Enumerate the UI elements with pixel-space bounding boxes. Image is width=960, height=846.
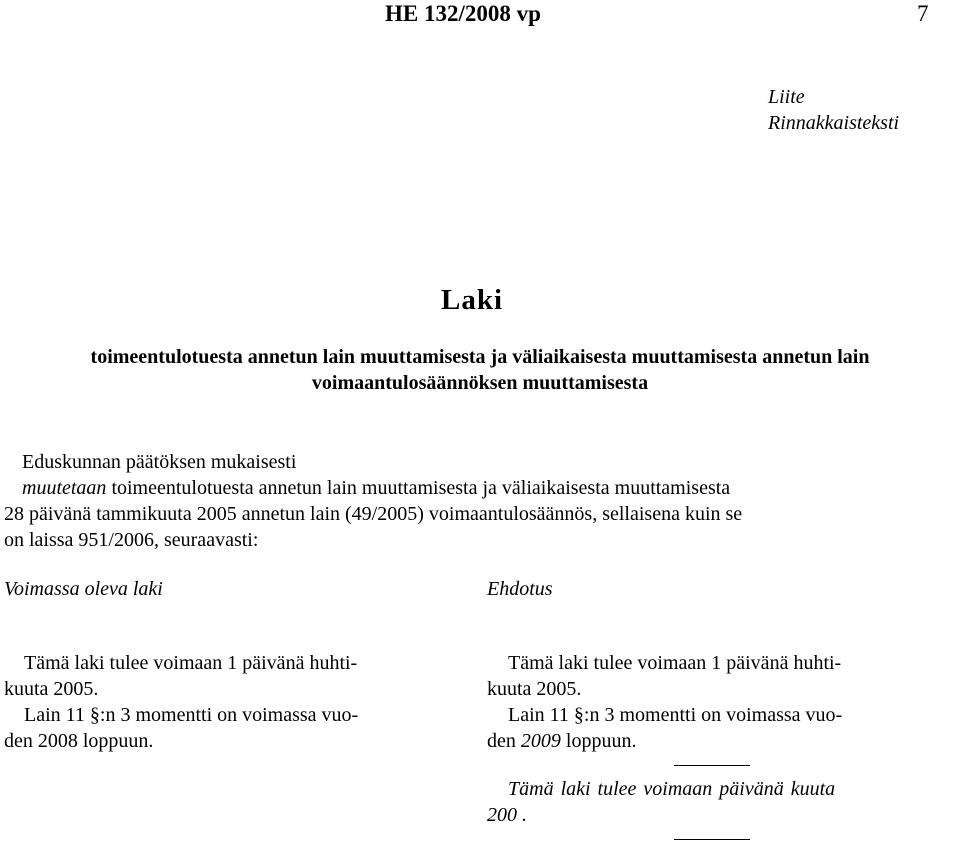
intro-line-3: 28 päivänä tammikuuta 2005 annetun lain (49/2005) voimaantulosäännös, sellaisena kuin se — [4, 503, 743, 525]
left-column-heading: Voimassa oleva laki — [4, 578, 163, 600]
right-p2-line2-year: 2009 — [520, 730, 561, 752]
law-subtitle-line2: voimaantulosäännöksen muuttamisesta — [311, 372, 649, 394]
law-title: Laki — [441, 284, 504, 316]
intro-line-1: Eduskunnan päätöksen mukaisesti — [22, 451, 297, 473]
left-p1-line2: kuuta 2005. — [4, 678, 99, 700]
left-p1-line1: Tämä laki tulee voimaan 1 päivänä huhti- — [24, 652, 358, 674]
appendix-label: Liite — [768, 86, 805, 108]
left-p2-line2: den 2008 loppuun. — [4, 730, 154, 752]
intro-line-2 — [22, 475, 730, 501]
right-column-heading: Ehdotus — [487, 578, 553, 600]
separator-rule-1 — [674, 765, 750, 766]
page-number: 7 — [917, 1, 929, 26]
document-id: HE 132/2008 vp — [385, 1, 541, 26]
law-subtitle-line1: toimeentulotuesta annetun lain muuttamisesta ja väliaikaisesta muuttamisesta annetun lain — [90, 346, 870, 368]
left-p2-line1: Lain 11 §:n 3 momentti on voimassa vuo- — [24, 704, 359, 726]
intro-line-2-rest: toimeentulotuesta annetun lain muuttamisesta ja väliaikaisesta muuttamisesta — [106, 477, 731, 499]
right-p3-line2: 200 . — [487, 804, 527, 826]
right-p2-line2-prefix: den — [487, 730, 521, 752]
right-p2-line2-suffix: loppuun. — [560, 730, 637, 752]
appendix-title: Rinnakkaisteksti — [768, 112, 900, 134]
intro-verb: muutetaan — [22, 477, 107, 499]
right-p2-line1: Lain 11 §:n 3 momentti on voimassa vuo- — [508, 704, 843, 726]
right-p1-line1: Tämä laki tulee voimaan 1 päivänä huhti- — [508, 652, 842, 674]
separator-rule-2 — [674, 839, 750, 840]
right-p3-line1: Tämä laki tulee voimaan päivänä kuuta — [508, 778, 836, 800]
right-p1-line2: kuuta 2005. — [487, 678, 582, 700]
intro-line-4: on laissa 951/2006, seuraavasti: — [4, 529, 259, 551]
right-p2-line2 — [487, 728, 636, 754]
